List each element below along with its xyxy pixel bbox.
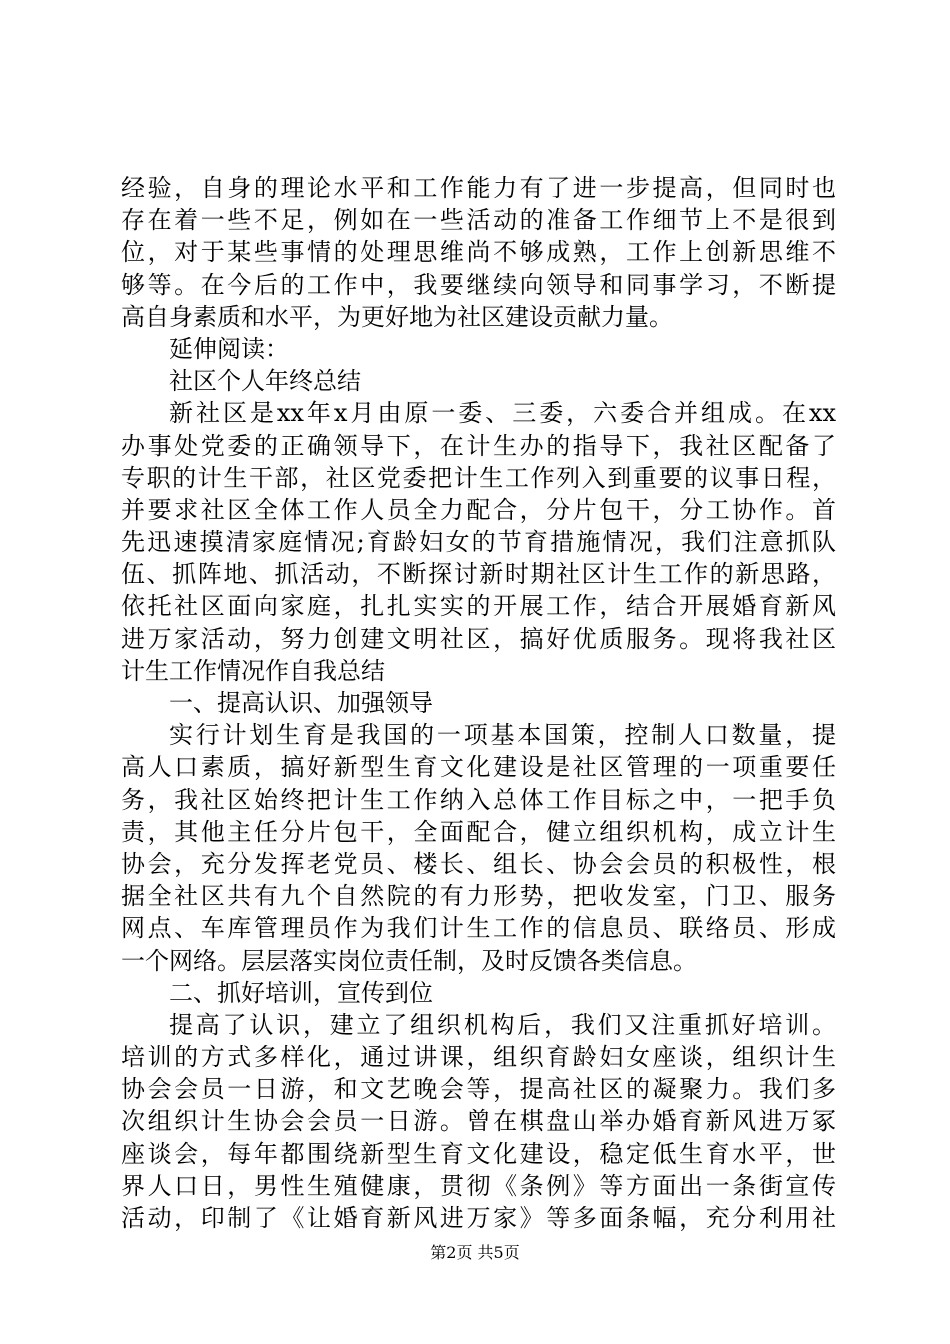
text-line: 活动，印制了《让婚育新风进万家》等多面条幅，充分利用社 — [121, 1204, 836, 1232]
text-line: 并要求社区全体工作人员全力配合，分片包干，分工协作。首 — [121, 495, 836, 524]
text-line: 计生工作情况作自我总结 — [121, 656, 385, 685]
heading-extended-reading: 延伸阅读： — [169, 334, 289, 363]
body-text — [121, 172, 836, 1234]
text-line: 一个网络。层层落实岗位责任制，及时反馈各类信息。 — [121, 946, 697, 975]
section-heading-1: 一、提高认识、加强领导 — [169, 689, 433, 717]
heading-summary-title: 社区个人年终总结 — [169, 367, 361, 396]
text-line: 伍、抓阵地、抓活动，不断探讨新时期社区计生工作的新思路， — [121, 560, 836, 589]
text-line: 次组织计生协会会员一日游。曾在棋盘山举办婚育新风进万冢 — [121, 1107, 836, 1136]
text-line: 界人口日，男性生殖健康，贯彻《条例》等方面出一条街宣传 — [121, 1171, 836, 1200]
text-line: 据全社区共有九个自然院的有力形势，把收发室，门卫、服务 — [121, 882, 836, 911]
text-line: 提高了认识，建立了组织机构后，我们又注重抓好培训。 — [169, 1010, 836, 1039]
text-line: 实行计划生育是我国的一项基本国策，控制人口数量，提 — [169, 721, 836, 750]
text-line: 新社区是xx年x月由原一委、三委，六委合并组成。在xx — [169, 399, 836, 428]
text-line: 位，对于某些事情的处理思维尚不够成熟，工作上创新思维不 — [121, 238, 836, 267]
text-line: 依托社区面向家庭，扎扎实实的开展工作，结合开展婚育新风 — [121, 592, 836, 621]
text-line: 网点、车库管理员作为我们计生工作的信息员、联络员、形成 — [121, 914, 836, 943]
section-heading-2: 二、抓好培训，宣传到位 — [169, 978, 433, 1007]
text-line: 办事处党委的正确领导下，在计生办的指导下，我社区配备了 — [121, 431, 836, 460]
text-line: 进万家活动，努力创建文明社区，搞好优质服务。现将我社区 — [121, 624, 836, 653]
text-line: 经验，自身的理论水平和工作能力有了进一步提高，但同时也 — [121, 174, 836, 202]
text-line: 存在着一些不足，例如在一些活动的准备工作细节上不是很到 — [121, 206, 836, 235]
text-line: 专职的计生干部，社区党委把计生工作列入到重要的议事日程， — [121, 463, 836, 492]
text-line: 高自身素质和水平，为更好地为社区建设贡献力量。 — [121, 302, 673, 331]
text-line: 务，我社区始终把计生工作纳入总体工作目标之中，一把手负 — [121, 785, 836, 814]
page-footer: 第2页 共5页 — [430, 1243, 520, 1262]
text-line: 够等。在今后的工作中，我要继续向领导和同事学习，不断提 — [121, 270, 836, 299]
text-line: 座谈会，每年都围绕新型生育文化建设，稳定低生育水平，世 — [121, 1139, 836, 1168]
text-line: 培训的方式多样化，通过讲课，组织育龄妇女座谈，组织计生 — [121, 1043, 836, 1072]
text-line: 协会会员一日游，和文艺晚会等，提高社区的凝聚力。我们多 — [121, 1075, 836, 1104]
text-line: 高人口素质，搞好新型生育文化建设是社区管理的一项重要任 — [121, 753, 836, 782]
text-line: 先迅速摸清家庭情况;育龄妇女的节育措施情况，我们注意抓队 — [121, 528, 836, 557]
text-line: 协会，充分发挥老党员、楼长、组长、协会会员的积极性，根 — [121, 849, 836, 878]
text-line: 责，其他主任分片包干，全面配合，健立组织机构，成立计生 — [121, 817, 836, 846]
